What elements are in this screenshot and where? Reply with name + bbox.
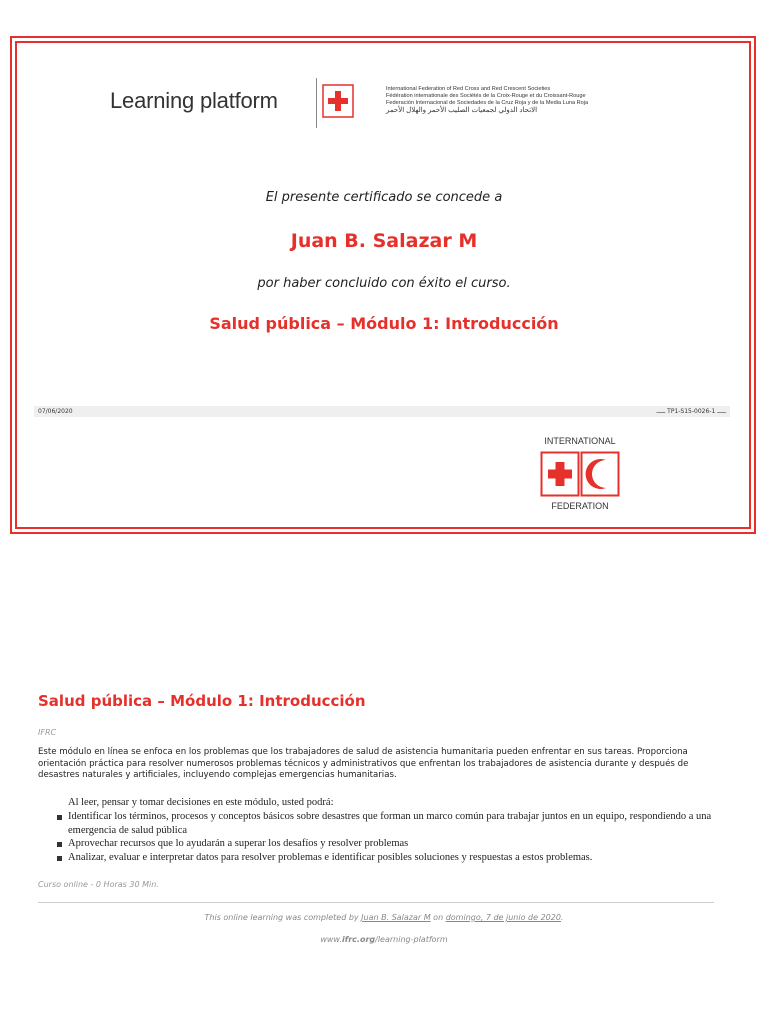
ifrc-names: [386, 86, 588, 115]
bullet-icon: [57, 842, 62, 847]
objective-text: Analizar, evaluar e interpretar datos para resolver problemas e identificar posibles soluciones y respuestas a estos problemas.: [68, 851, 593, 863]
certificate-info-bar: [34, 406, 730, 417]
bullet-icon: [57, 856, 62, 861]
ifrc-name-es: Federación Internacional de Sociedades de la Cruz Roja y de la Media Luna Roja: [386, 99, 589, 106]
footer-url[interactable]: [0, 935, 768, 944]
completion-text: por haber concluido con éxito el curso.: [257, 276, 511, 291]
course-title: Salud pública – Módulo 1: Introducción: [209, 314, 559, 333]
divider: [38, 902, 714, 903]
url-prefix: www.: [320, 935, 343, 944]
completion-footer: [0, 913, 768, 922]
certificate-date: 07/06/2020: [38, 408, 73, 415]
objectives-intro: Al leer, pensar y tomar decisiones en este módulo, usted podrá:: [68, 797, 334, 808]
certificate-intro: El presente certificado se concede a: [265, 190, 503, 205]
ifrc-name-ar: الاتحاد الدولي لجمعيات الصليب الأحمر والهلال الأحمر: [386, 106, 538, 114]
federation-emblem-icon: [540, 451, 620, 497]
url-domain: ifrc.org: [342, 935, 376, 944]
seal-bottom-label: FEDERATION: [551, 501, 609, 511]
summary-description: Este módulo en línea se enfoca en los problemas que los trabajadores de salud de asistencia humanitaria pueden enfrentar en sus tareas. Proporciona orientación práctica para resolver numerosos problemas técnicos y administrativos que enfrentan los trabajadores de asistencia durante y después de desastres naturales y artificiales, incluyendo complejas emergencias humanitarias.: [38, 747, 689, 780]
certificate-code: ـــــ TP1-S15-0026-1 ـــــ: [656, 408, 726, 415]
summary-title: Salud pública – Módulo 1: Introducción: [38, 692, 366, 710]
ifrc-name-fr: Fédération internationale des Sociétés de la Croix-Rouge et du Croissant-Rouge: [386, 92, 586, 99]
footer-prefix: This online learning was completed by: [204, 913, 362, 922]
course-duration: Curso online - 0 Horas 30 Min.: [38, 880, 159, 889]
objectives-list: [56, 810, 726, 864]
brand-title: Learning platform: [110, 88, 278, 113]
footer-date-link[interactable]: domingo, 7 de junio de 2020: [445, 913, 561, 922]
list-item: [56, 810, 726, 837]
brand-divider: [316, 78, 317, 128]
footer-learner-link[interactable]: Juan B. Salazar M: [361, 913, 431, 922]
ifrc-name-en: International Federation of Red Cross and Red Crescent Societies: [386, 86, 551, 92]
objective-text: Aprovechar recursos que lo ayudarán a superar los desafíos y resolver problemas: [68, 838, 409, 849]
summary-organization: IFRC: [38, 728, 57, 737]
list-item: [56, 837, 726, 851]
list-item: [56, 851, 726, 865]
footer-mid: on: [430, 913, 446, 922]
footer-suffix: .: [560, 913, 564, 922]
bullet-icon: [57, 815, 62, 820]
url-path: /learning-platform: [375, 935, 448, 944]
objective-text: Identificar los términos, procesos y conceptos básicos sobre desastres que forman un marco común para trabajar juntos en un equipo, respondiendo a una emergencia de salud pública: [68, 811, 712, 836]
seal-top-label: INTERNATIONAL: [544, 436, 616, 446]
recipient-name: Juan B. Salazar M: [290, 230, 478, 252]
red-cross-crescent-icon: [322, 84, 382, 118]
